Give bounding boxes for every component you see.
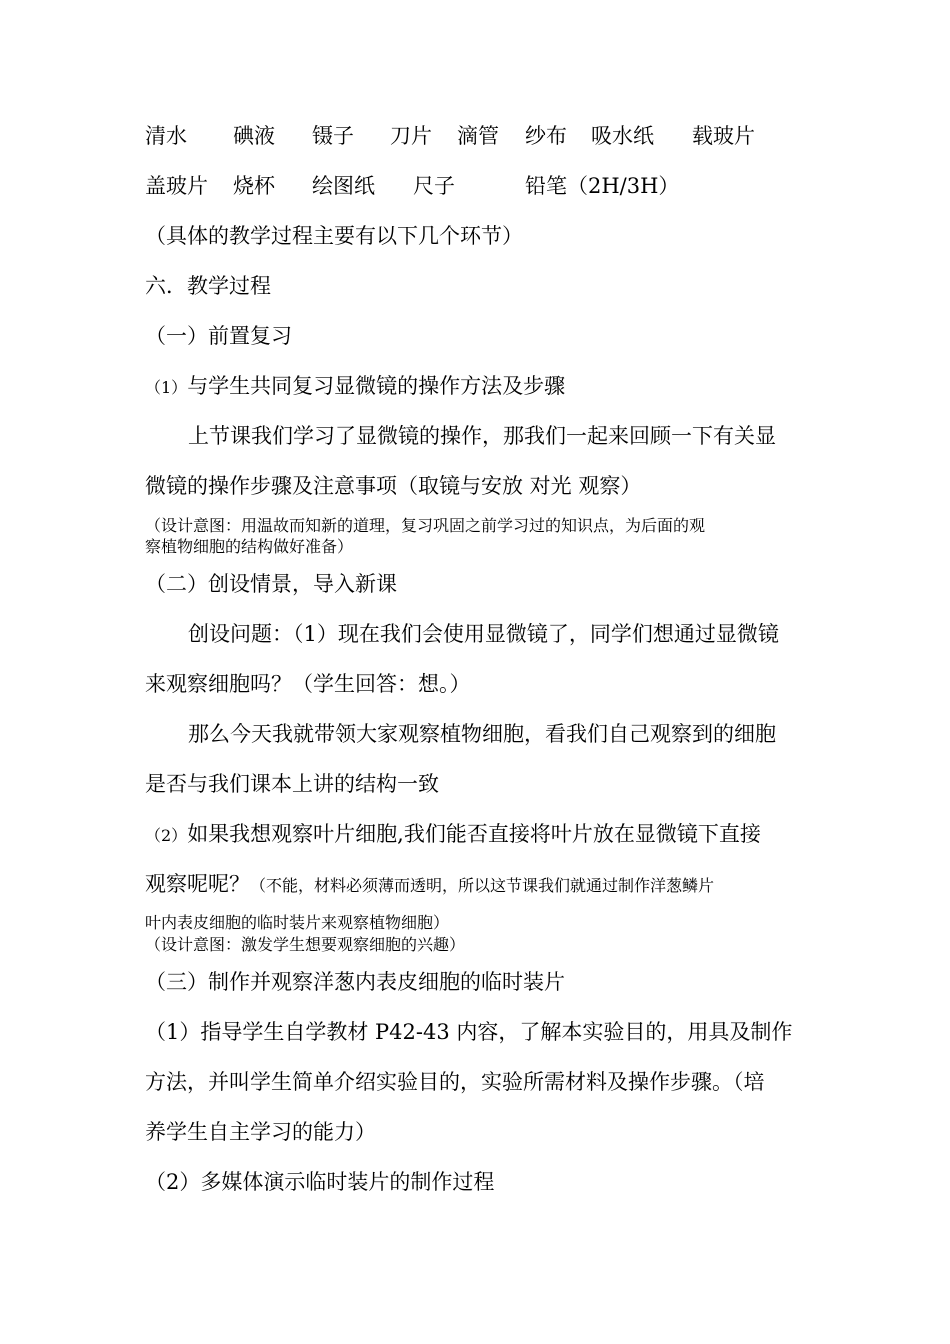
material-tweezers: 镊子 — [312, 124, 354, 148]
part2-paragraph-line2: 是否与我们课本上讲的结构一致 — [145, 772, 439, 796]
part2-question2-line2 — [145, 872, 714, 898]
section-title: 六．教学过程 — [145, 274, 271, 298]
material-beaker: 烧杯 — [233, 174, 275, 198]
part1-title: （一）前置复习 — [145, 324, 292, 348]
part2-question2-line3: 叶内表皮细胞的临时装片来观察植物细胞） — [145, 913, 450, 932]
material-dropper: 滴管 — [457, 124, 499, 148]
part2-paragraph-line1: 那么今天我就带领大家观察植物细胞，看我们自己观察到的细胞 — [188, 722, 776, 746]
part3-item1-line1: （1）指导学生自学教材 P42-43 内容，了解本实验目的，用具及制作 — [145, 1020, 793, 1044]
part1-paragraph-line1: 上节课我们学习了显微镜的操作，那我们一起来回顾一下有关显 — [188, 424, 776, 448]
material-pencil: 铅笔（2H/3H） — [525, 174, 680, 198]
material-water: 清水 — [145, 124, 187, 148]
part2-question1-line1: 创设问题：（1）现在我们会使用显微镜了，同学们想通过显微镜 — [188, 622, 779, 646]
material-iodine: 碘液 — [233, 124, 275, 148]
part3-title: （三）制作并观察洋葱内表皮细胞的临时装片 — [145, 970, 565, 994]
part1-design-intent-line2: 察植物细胞的结构做好准备） — [145, 537, 354, 556]
part1-design-intent-line1: （设计意图：用温故而知新的道理，复习巩固之前学习过的知识点，为后面的观 — [145, 516, 706, 535]
material-cover-slip: 盖玻片 — [145, 174, 208, 198]
material-slide: 载玻片 — [692, 124, 755, 148]
part2-design-intent: （设计意图：激发学生想要观察细胞的兴趣） — [145, 935, 466, 954]
part2-question2-number: （2） — [145, 826, 188, 845]
part3-item1-line2: 方法，并叫学生简单介绍实验目的，实验所需材料及操作步骤。（培 — [145, 1070, 765, 1094]
material-drawing-paper: 绘图纸 — [312, 174, 375, 198]
part1-item1-number: （1） — [145, 378, 188, 397]
process-note: （具体的教学过程主要有以下几个环节） — [145, 224, 523, 248]
material-ruler: 尺子 — [413, 174, 455, 198]
material-blotting-paper: 吸水纸 — [591, 124, 654, 148]
part1-item1 — [145, 374, 565, 400]
part2-title: （二）创设情景，导入新课 — [145, 572, 397, 596]
part2-question2-text: 如果我想观察叶片细胞,我们能否直接将叶片放在显微镜下直接 — [187, 822, 761, 846]
part1-item1-text: 与学生共同复习显微镜的操作方法及步骤 — [187, 374, 566, 398]
part3-item2: （2）多媒体演示临时装片的制作过程 — [145, 1170, 495, 1194]
part2-question2-main: 观察呢呢？ — [145, 872, 250, 896]
material-blade: 刀片 — [390, 124, 432, 148]
part2-question2-line1 — [145, 822, 761, 848]
part1-paragraph-line2: 微镜的操作步骤及注意事项（取镜与安放 对光 观察） — [145, 474, 642, 498]
part3-item1-line3: 养学生自主学习的能力） — [145, 1120, 376, 1144]
part2-question1-line2: 来观察细胞吗？（学生回答：想。） — [145, 672, 471, 696]
material-gauze: 纱布 — [525, 124, 567, 148]
part2-question2-answer: （不能，材料必须薄而透明，所以这节课我们就通过制作洋葱鳞片 — [250, 876, 715, 895]
